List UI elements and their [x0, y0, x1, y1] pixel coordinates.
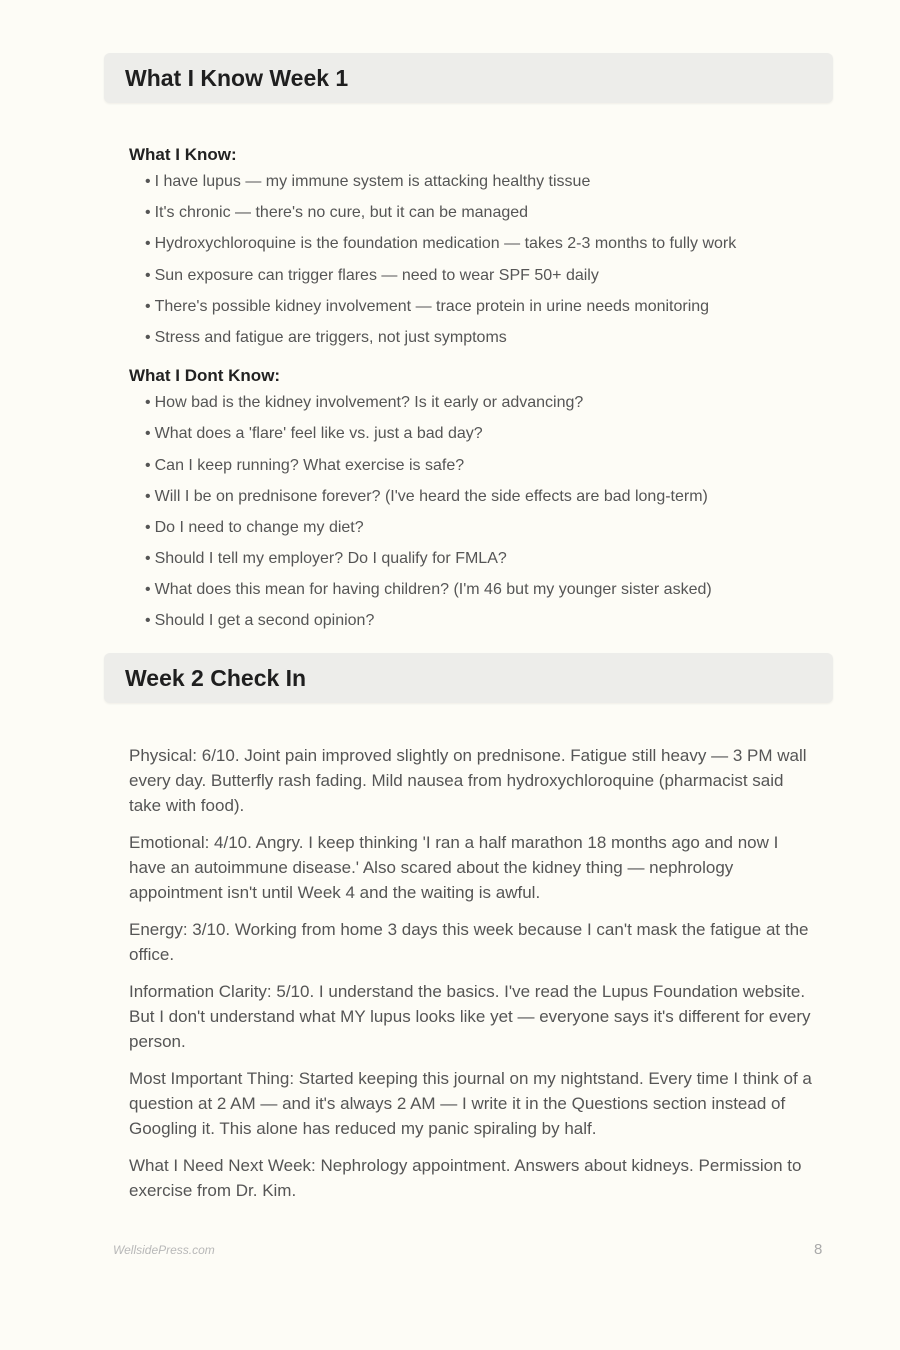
section-title-week-2: Week 2 Check In	[125, 664, 307, 691]
check-in-emotional: Emotional: 4/10. Angry. I keep thinking 'I ran a half marathon 18 months ago and now I have an autoimmune disease.' Also scared about the kidney thing — nephrology appointment isn't until Week 4 and the waiting is awful.	[129, 833, 779, 902]
check-in-information-clarity: Information Clarity: 5/10. I understand the basics. I've read the Lupus Foundation website. But I don't understand what MY lupus looks like yet — everyone says it's different for every person.	[129, 982, 811, 1051]
week-2-check-in	[129, 743, 819, 1215]
list-item: • Do I need to change my diet?	[145, 518, 364, 536]
section-header-week-1	[104, 53, 833, 103]
list-item: • There's possible kidney involvement — trace protein in urine needs monitoring	[145, 297, 710, 315]
section-header-week-2	[104, 653, 833, 703]
list-item: • Stress and fatigue are triggers, not just symptoms	[145, 328, 507, 346]
check-in-next-week: What I Need Next Week: Nephrology appointment. Answers about kidneys. Permission to exercise from Dr. Kim.	[129, 1156, 802, 1200]
list-item: • Will I be on prednisone forever? (I've heard the side effects are bad long-term)	[145, 487, 708, 505]
list-item: • Should I get a second opinion?	[145, 612, 375, 630]
list-item: • How bad is the kidney involvement? Is it early or advancing?	[145, 394, 584, 412]
list-item: • Sun exposure can trigger flares — need to wear SPF 50+ daily	[145, 266, 599, 284]
what-i-know-list	[129, 172, 829, 359]
what-i-dont-know-list	[129, 393, 829, 643]
list-item: • What does a 'flare' feel like vs. just a bad day?	[145, 425, 483, 443]
list-item: • I have lupus — my immune system is attacking healthy tissue	[145, 173, 591, 190]
check-in-physical: Physical: 6/10. Joint pain improved slightly on prednisone. Fatigue still heavy — 3 PM wall every day. Butterfly rash fading. Mild nausea from hydroxychloroquine (pharmacist said take with food).	[129, 746, 807, 815]
list-item: • What does this mean for having children? (I'm 46 but my younger sister asked)	[145, 581, 712, 599]
what-i-know-heading: What I Know:	[129, 145, 237, 164]
list-item: • It's chronic — there's no cure, but it can be managed	[145, 204, 529, 222]
list-item: • Can I keep running? What exercise is safe?	[145, 456, 465, 474]
check-in-most-important-thing: Most Important Thing: Started keeping this journal on my nightstand. Every time I think of a question at 2 AM — and it's always 2 AM — I write it in the Questions section instead of Googling it. This alone has reduced my panic spiraling by half.	[129, 1069, 812, 1138]
section-title-week-1: What I Know Week 1	[125, 64, 349, 91]
list-item: • Hydroxychloroquine is the foundation medication — takes 2-3 months to fully work	[145, 235, 737, 253]
check-in-energy: Energy: 3/10. Working from home 3 days this week because I can't mask the fatigue at the office.	[129, 920, 809, 964]
page-number: 8	[814, 1241, 823, 1258]
footer-brand: WellsidePress.com	[113, 1243, 215, 1257]
what-i-dont-know-heading: What I Dont Know:	[129, 366, 281, 386]
know-section	[129, 143, 829, 648]
list-item: • Should I tell my employer? Do I qualify for FMLA?	[145, 550, 507, 568]
